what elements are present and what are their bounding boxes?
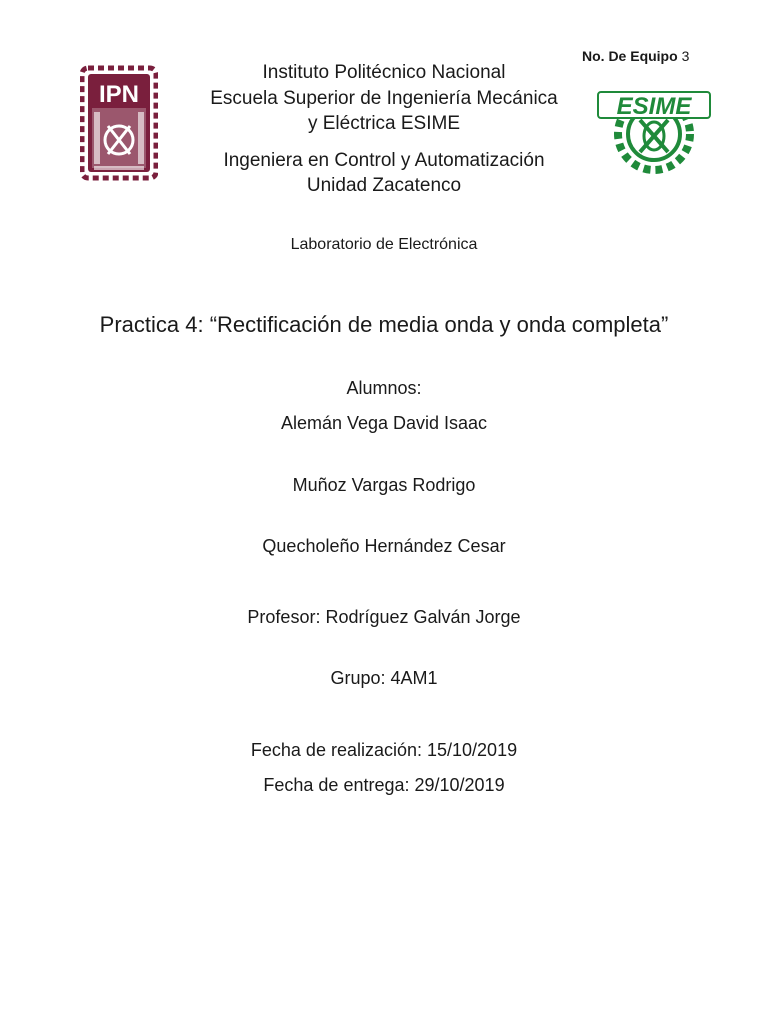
school-name-line2: y Eléctrica ESIME	[307, 113, 461, 134]
students-heading: Alumnos:	[346, 378, 422, 398]
group-name: Grupo: 4AM1	[330, 668, 438, 688]
lab-name: Laboratorio de Electrónica	[290, 236, 478, 253]
realization-date: Fecha de realización: 15/10/2019	[250, 740, 518, 760]
program-name: Ingeniera en Control y Automatización	[223, 150, 545, 171]
ipn-logo-text: IPN	[98, 81, 140, 108]
unit-name: Unidad Zacatenco	[306, 175, 462, 196]
institution-name: Instituto Politécnico Nacional	[262, 62, 506, 83]
practice-title: Practica 4: “Rectificación de media onda y onda completa”	[99, 312, 669, 337]
student-name: Alemán Vega David Isaac	[280, 413, 488, 433]
delivery-date: Fecha de entrega: 29/10/2019	[263, 775, 505, 795]
professor-name: Profesor: Rodríguez Galván Jorge	[247, 607, 521, 627]
team-value: 3	[681, 48, 690, 64]
student-name: Quecholeño Hernández Cesar	[262, 536, 506, 556]
esime-logo-text: ESIME	[616, 93, 692, 120]
team-label: No. De Equipo	[582, 48, 678, 64]
student-name: Muñoz Vargas Rodrigo	[292, 475, 476, 495]
school-name-line1: Escuela Superior de Ingeniería Mecánica	[210, 88, 558, 109]
